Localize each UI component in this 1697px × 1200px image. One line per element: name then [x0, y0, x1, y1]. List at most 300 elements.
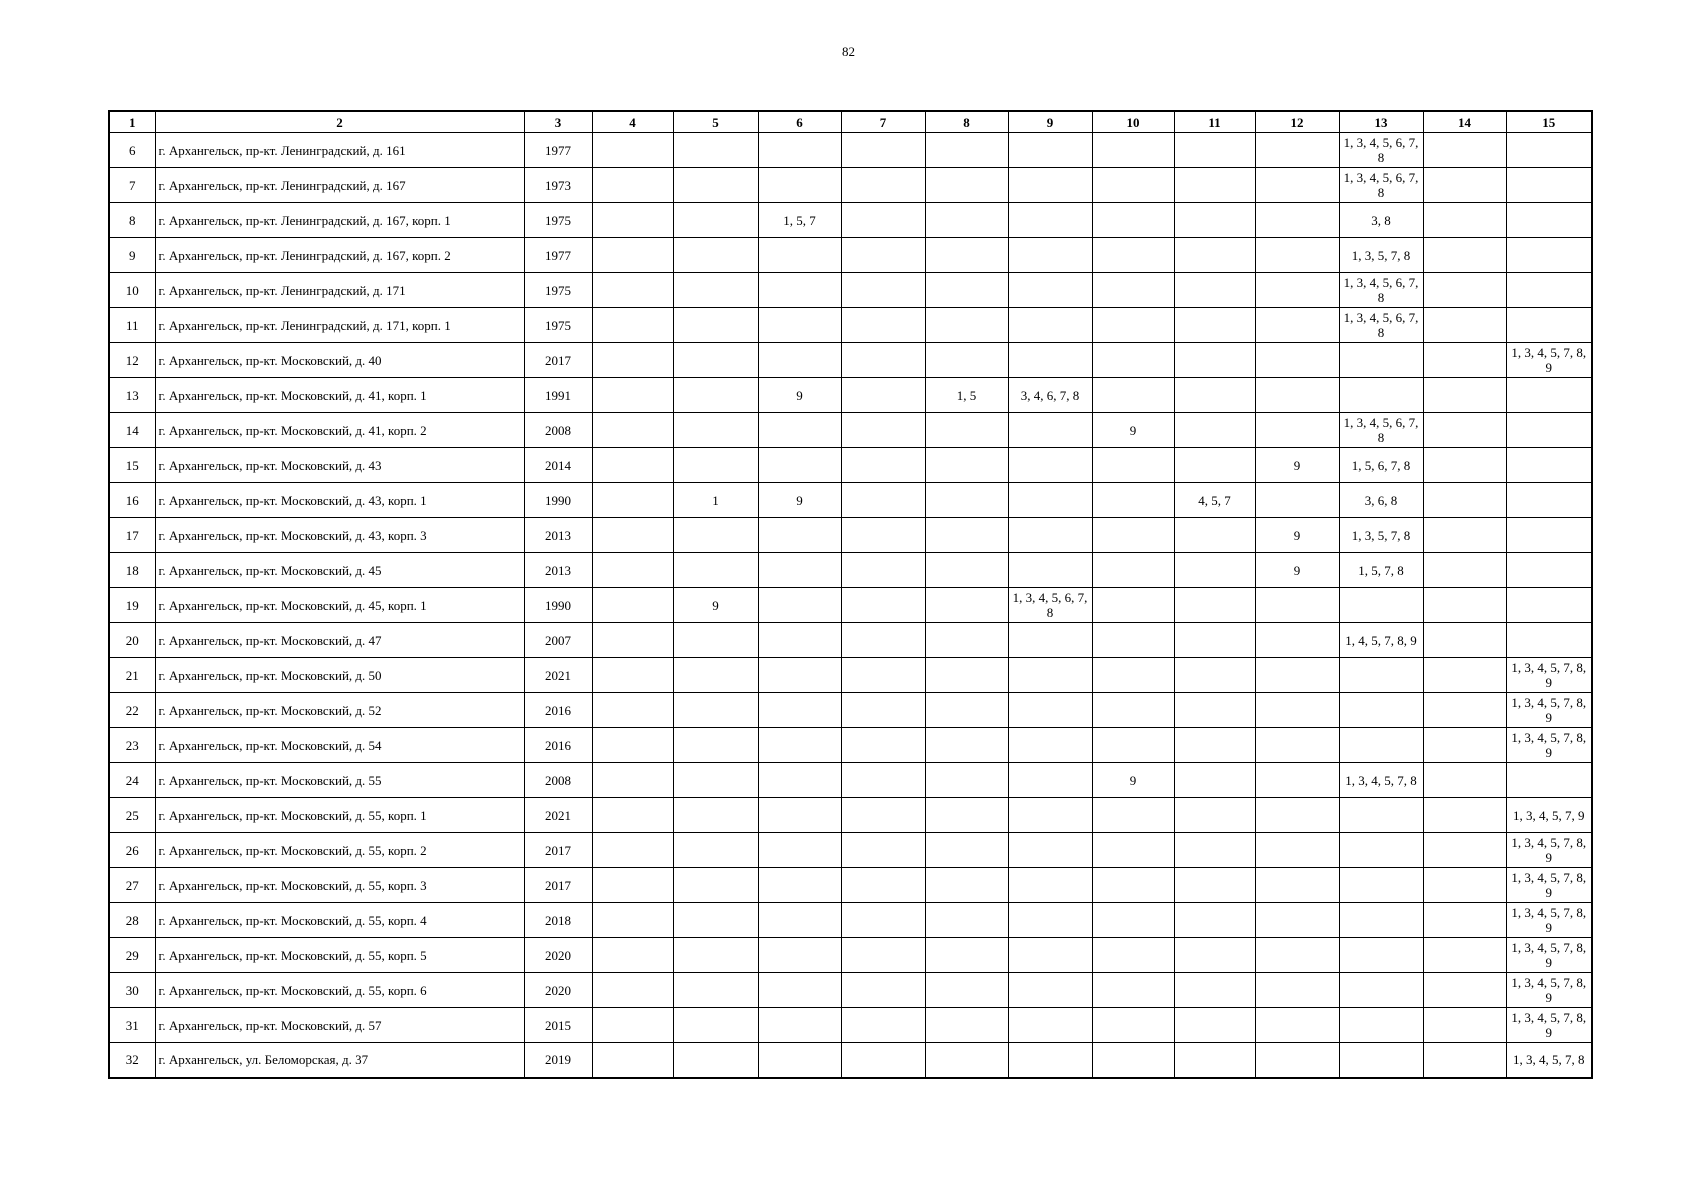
table-cell: [1174, 238, 1255, 273]
address-cell: г. Архангельск, пр-кт. Московский, д. 57: [155, 1008, 524, 1043]
address-cell: г. Архангельск, пр-кт. Московский, д. 43, корп. 3: [155, 518, 524, 553]
row-number-cell: 12: [109, 343, 155, 378]
row-number-cell: 30: [109, 973, 155, 1008]
table-row: [109, 973, 1592, 1008]
table-cell: [758, 728, 841, 763]
column-header: 15: [1506, 111, 1592, 133]
table-cell: [592, 938, 673, 973]
table-cell: [673, 623, 758, 658]
table-cell: [592, 413, 673, 448]
table-cell: [673, 413, 758, 448]
table-cell: 1, 3, 4, 5, 7, 8, 9: [1506, 343, 1592, 378]
address-cell: г. Архангельск, пр-кт. Московский, д. 55, корп. 4: [155, 903, 524, 938]
column-header: 8: [925, 111, 1008, 133]
table-row: [109, 483, 1592, 518]
table-cell: [1008, 833, 1092, 868]
table-row: [109, 273, 1592, 308]
table-cell: [1423, 938, 1506, 973]
address-cell: г. Архангельск, пр-кт. Московский, д. 55, корп. 5: [155, 938, 524, 973]
table-cell: [841, 378, 925, 413]
table-cell: [1506, 168, 1592, 203]
table-cell: [1255, 693, 1339, 728]
table-cell: [1506, 623, 1592, 658]
table-cell: [592, 168, 673, 203]
table-cell: [841, 938, 925, 973]
table-cell: [1506, 763, 1592, 798]
table-cell: [1506, 518, 1592, 553]
table-cell: [758, 833, 841, 868]
address-cell: г. Архангельск, пр-кт. Ленинградский, д. 171: [155, 273, 524, 308]
table-cell: [925, 833, 1008, 868]
table-cell: [925, 133, 1008, 168]
table-cell: [673, 728, 758, 763]
table-cell: [673, 133, 758, 168]
table-cell: [1092, 238, 1174, 273]
table-cell: [673, 903, 758, 938]
table-cell: [925, 763, 1008, 798]
table-row: [109, 868, 1592, 903]
table-cell: [592, 623, 673, 658]
column-header: 12: [1255, 111, 1339, 133]
table-cell: [925, 658, 1008, 693]
table-cell: [1506, 553, 1592, 588]
table-cell: 1, 3, 4, 5, 7, 8, 9: [1506, 868, 1592, 903]
address-cell: г. Архангельск, пр-кт. Ленинградский, д. 167: [155, 168, 524, 203]
table-cell: [758, 518, 841, 553]
table-cell: [1506, 273, 1592, 308]
row-number-cell: 28: [109, 903, 155, 938]
table-cell: [925, 448, 1008, 483]
year-cell: 2016: [524, 693, 592, 728]
address-cell: г. Архангельск, пр-кт. Московский, д. 55, корп. 6: [155, 973, 524, 1008]
table-cell: 1, 3, 4, 5, 7, 8, 9: [1506, 693, 1592, 728]
table-cell: [1008, 448, 1092, 483]
table-cell: [1092, 868, 1174, 903]
table-row: [109, 588, 1592, 623]
table-cell: [1174, 588, 1255, 623]
row-number-cell: 26: [109, 833, 155, 868]
table-cell: 1, 5, 7: [758, 203, 841, 238]
table-cell: [1008, 343, 1092, 378]
year-cell: 2018: [524, 903, 592, 938]
table-cell: [1008, 518, 1092, 553]
table-cell: [1008, 238, 1092, 273]
table-cell: [592, 1043, 673, 1078]
year-cell: 1977: [524, 133, 592, 168]
table-cell: 3, 8: [1339, 203, 1423, 238]
table-cell: [673, 448, 758, 483]
address-cell: г. Архангельск, ул. Беломорская, д. 37: [155, 1043, 524, 1078]
table-cell: [1092, 343, 1174, 378]
table-cell: [673, 308, 758, 343]
table-cell: [1255, 588, 1339, 623]
row-number-cell: 18: [109, 553, 155, 588]
year-cell: 2021: [524, 798, 592, 833]
table-row: [109, 448, 1592, 483]
row-number-cell: 22: [109, 693, 155, 728]
address-cell: г. Архангельск, пр-кт. Московский, д. 45: [155, 553, 524, 588]
table-cell: [841, 763, 925, 798]
column-header: 5: [673, 111, 758, 133]
table-cell: [1174, 168, 1255, 203]
table-cell: [1174, 763, 1255, 798]
page-number: 82: [842, 44, 855, 59]
address-cell: г. Архангельск, пр-кт. Московский, д. 47: [155, 623, 524, 658]
table-row: [109, 168, 1592, 203]
table-cell: [592, 273, 673, 308]
table-cell: [925, 238, 1008, 273]
table-cell: [1092, 623, 1174, 658]
year-cell: 2017: [524, 833, 592, 868]
table-cell: [841, 308, 925, 343]
table-cell: [673, 1008, 758, 1043]
table-cell: [1008, 798, 1092, 833]
table-cell: [1506, 448, 1592, 483]
table-cell: [1423, 378, 1506, 413]
table-cell: [1255, 833, 1339, 868]
table-cell: [841, 588, 925, 623]
table-cell: [1255, 903, 1339, 938]
table-cell: [841, 798, 925, 833]
table-cell: 9: [673, 588, 758, 623]
table-cell: [1174, 798, 1255, 833]
table-cell: [1174, 973, 1255, 1008]
table-cell: [1339, 1008, 1423, 1043]
table-cell: [673, 973, 758, 1008]
table-cell: [1423, 203, 1506, 238]
table-row: [109, 763, 1592, 798]
table-cell: [1339, 798, 1423, 833]
table-row: [109, 413, 1592, 448]
table-cell: [758, 973, 841, 1008]
table-cell: [1423, 448, 1506, 483]
table-cell: [1008, 903, 1092, 938]
table-cell: [1092, 168, 1174, 203]
table-cell: [1092, 938, 1174, 973]
table-cell: [1423, 973, 1506, 1008]
table-cell: [1008, 483, 1092, 518]
table-cell: [758, 448, 841, 483]
table-cell: [1092, 553, 1174, 588]
table-cell: [1008, 413, 1092, 448]
table-cell: [758, 798, 841, 833]
column-header: 13: [1339, 111, 1423, 133]
table-cell: [592, 588, 673, 623]
table-cell: [1423, 273, 1506, 308]
column-header: 11: [1174, 111, 1255, 133]
address-cell: г. Архангельск, пр-кт. Московский, д. 55, корп. 1: [155, 798, 524, 833]
table-cell: [1092, 203, 1174, 238]
table-cell: [1008, 133, 1092, 168]
row-number-cell: 6: [109, 133, 155, 168]
table-cell: [1339, 658, 1423, 693]
table-row: [109, 238, 1592, 273]
table-cell: [841, 728, 925, 763]
table-cell: 1, 3, 4, 5, 7, 8, 9: [1506, 973, 1592, 1008]
table-cell: 9: [1092, 413, 1174, 448]
year-cell: 2017: [524, 343, 592, 378]
address-cell: г. Архангельск, пр-кт. Московский, д. 41, корп. 2: [155, 413, 524, 448]
table-cell: [673, 763, 758, 798]
table-cell: [841, 168, 925, 203]
table-cell: [1092, 693, 1174, 728]
table-cell: 1, 3, 4, 5, 7, 8, 9: [1506, 938, 1592, 973]
table-cell: [1092, 133, 1174, 168]
year-cell: 2013: [524, 518, 592, 553]
table-cell: [1008, 553, 1092, 588]
table-cell: [1423, 728, 1506, 763]
table-cell: [1423, 833, 1506, 868]
table-cell: [925, 693, 1008, 728]
table-cell: [1092, 483, 1174, 518]
table-cell: [673, 343, 758, 378]
row-number-cell: 16: [109, 483, 155, 518]
table-cell: [1506, 483, 1592, 518]
table-cell: [1092, 903, 1174, 938]
table-cell: [592, 728, 673, 763]
table-cell: [1255, 728, 1339, 763]
table-row: [109, 623, 1592, 658]
table-cell: [1255, 798, 1339, 833]
table-cell: [1255, 238, 1339, 273]
table-cell: [841, 133, 925, 168]
table-row: [109, 553, 1592, 588]
table-cell: [673, 868, 758, 903]
table-cell: [592, 693, 673, 728]
table-cell: [1339, 938, 1423, 973]
column-header: 10: [1092, 111, 1174, 133]
table-cell: 1, 3, 4, 5, 7, 9: [1506, 798, 1592, 833]
table-cell: [1174, 553, 1255, 588]
table-cell: [841, 903, 925, 938]
table-cell: 1, 5: [925, 378, 1008, 413]
table-cell: [1423, 413, 1506, 448]
table-cell: [925, 203, 1008, 238]
table-cell: [925, 1043, 1008, 1078]
table-cell: [841, 658, 925, 693]
table-row: [109, 658, 1592, 693]
column-header: 6: [758, 111, 841, 133]
table-cell: [1255, 1008, 1339, 1043]
table-cell: 9: [1255, 553, 1339, 588]
table-cell: [841, 448, 925, 483]
year-cell: 1977: [524, 238, 592, 273]
table-row: [109, 378, 1592, 413]
table-cell: [1423, 308, 1506, 343]
column-header: 2: [155, 111, 524, 133]
table-cell: 1: [673, 483, 758, 518]
table-cell: [1506, 238, 1592, 273]
table-cell: [925, 973, 1008, 1008]
table-cell: [1339, 378, 1423, 413]
table-cell: [592, 238, 673, 273]
table-cell: [592, 448, 673, 483]
address-cell: г. Архангельск, пр-кт. Московский, д. 43, корп. 1: [155, 483, 524, 518]
table-cell: [841, 413, 925, 448]
table-cell: [841, 203, 925, 238]
column-header: 14: [1423, 111, 1506, 133]
row-number-cell: 21: [109, 658, 155, 693]
year-cell: 2021: [524, 658, 592, 693]
table-cell: [1339, 833, 1423, 868]
table-cell: [925, 1008, 1008, 1043]
table-cell: [1174, 1008, 1255, 1043]
table-cell: [1008, 693, 1092, 728]
year-cell: 2020: [524, 938, 592, 973]
row-number-cell: 10: [109, 273, 155, 308]
table-cell: [1008, 868, 1092, 903]
table-cell: [673, 938, 758, 973]
table-cell: 1, 5, 7, 8: [1339, 553, 1423, 588]
table-cell: 1, 3, 5, 7, 8: [1339, 238, 1423, 273]
table-cell: [673, 518, 758, 553]
column-header: 4: [592, 111, 673, 133]
table-cell: [1092, 833, 1174, 868]
table-cell: [841, 973, 925, 1008]
table-cell: 9: [1255, 518, 1339, 553]
table-cell: [592, 378, 673, 413]
table-cell: 9: [758, 378, 841, 413]
table-cell: [1008, 623, 1092, 658]
table-cell: 1, 4, 5, 7, 8, 9: [1339, 623, 1423, 658]
table-cell: [1255, 413, 1339, 448]
row-number-cell: 23: [109, 728, 155, 763]
year-cell: 2020: [524, 973, 592, 1008]
column-header: 1: [109, 111, 155, 133]
table-cell: [1423, 343, 1506, 378]
table-cell: [841, 273, 925, 308]
table-cell: [925, 728, 1008, 763]
table-cell: 1, 3, 4, 5, 7, 8: [1506, 1043, 1592, 1078]
table-cell: [1174, 273, 1255, 308]
table-row: [109, 1043, 1592, 1078]
table-cell: [1092, 658, 1174, 693]
table-cell: [1092, 588, 1174, 623]
table-cell: 1, 3, 4, 5, 7, 8, 9: [1506, 728, 1592, 763]
table-row: [109, 833, 1592, 868]
table-row: [109, 518, 1592, 553]
row-number-cell: 20: [109, 623, 155, 658]
table-cell: [1255, 973, 1339, 1008]
table-cell: [1255, 483, 1339, 518]
table-cell: [841, 868, 925, 903]
year-cell: 2013: [524, 553, 592, 588]
table-cell: [1174, 413, 1255, 448]
column-header: 9: [1008, 111, 1092, 133]
table-cell: [592, 833, 673, 868]
table-cell: [1506, 203, 1592, 238]
table-cell: [673, 553, 758, 588]
table-cell: [673, 798, 758, 833]
table-row: [109, 798, 1592, 833]
table-cell: 1, 5, 6, 7, 8: [1339, 448, 1423, 483]
table-cell: [758, 1043, 841, 1078]
table-cell: [758, 1008, 841, 1043]
year-cell: 1975: [524, 308, 592, 343]
year-cell: 1973: [524, 168, 592, 203]
table-cell: [673, 378, 758, 413]
table-cell: [1255, 623, 1339, 658]
table-cell: [1255, 133, 1339, 168]
table-cell: [1423, 588, 1506, 623]
table-cell: [673, 1043, 758, 1078]
table-cell: [1092, 1008, 1174, 1043]
table-cell: [1255, 1043, 1339, 1078]
table-cell: [1008, 658, 1092, 693]
address-cell: г. Архангельск, пр-кт. Ленинградский, д. 167, корп. 1: [155, 203, 524, 238]
table-cell: [758, 553, 841, 588]
year-cell: 2016: [524, 728, 592, 763]
table-cell: [673, 238, 758, 273]
address-cell: г. Архангельск, пр-кт. Московский, д. 45, корп. 1: [155, 588, 524, 623]
table-cell: [841, 1008, 925, 1043]
table-cell: [1174, 693, 1255, 728]
table-cell: [1506, 413, 1592, 448]
row-number-cell: 24: [109, 763, 155, 798]
table-cell: [1092, 273, 1174, 308]
column-header: 3: [524, 111, 592, 133]
table-cell: [1008, 168, 1092, 203]
table-cell: [1174, 623, 1255, 658]
table-cell: [592, 658, 673, 693]
table-body: [109, 133, 1592, 1078]
table-cell: 1, 3, 4, 5, 6, 7, 8: [1339, 308, 1423, 343]
table-cell: [841, 553, 925, 588]
table-cell: 1, 3, 4, 5, 6, 7, 8: [1339, 168, 1423, 203]
year-cell: 2007: [524, 623, 592, 658]
table-cell: [841, 833, 925, 868]
year-cell: 1990: [524, 588, 592, 623]
table-cell: [1174, 1043, 1255, 1078]
table-cell: [841, 343, 925, 378]
table-cell: [925, 938, 1008, 973]
year-cell: 2019: [524, 1043, 592, 1078]
table-cell: [1174, 658, 1255, 693]
table-cell: [925, 903, 1008, 938]
table-cell: [1008, 938, 1092, 973]
table-cell: [673, 273, 758, 308]
table-cell: [1423, 693, 1506, 728]
table-cell: [592, 973, 673, 1008]
table-cell: [673, 168, 758, 203]
table-cell: 4, 5, 7: [1174, 483, 1255, 518]
table-cell: [1339, 973, 1423, 1008]
table-cell: [673, 658, 758, 693]
table-cell: [1506, 378, 1592, 413]
table-cell: [1255, 868, 1339, 903]
table-cell: [1423, 553, 1506, 588]
row-number-cell: 27: [109, 868, 155, 903]
table-cell: [1255, 308, 1339, 343]
table-cell: [1423, 1043, 1506, 1078]
table-cell: [673, 203, 758, 238]
table-cell: [1255, 378, 1339, 413]
table-cell: [1255, 168, 1339, 203]
table-cell: [1423, 763, 1506, 798]
table-cell: [1008, 728, 1092, 763]
table-cell: [1174, 308, 1255, 343]
table-cell: [592, 203, 673, 238]
address-cell: г. Архангельск, пр-кт. Московский, д. 55, корп. 2: [155, 833, 524, 868]
year-cell: 2015: [524, 1008, 592, 1043]
table-cell: [841, 483, 925, 518]
row-number-cell: 31: [109, 1008, 155, 1043]
table-cell: [1008, 973, 1092, 1008]
table-cell: [841, 623, 925, 658]
table-cell: [1092, 728, 1174, 763]
table-cell: [592, 308, 673, 343]
table-cell: [1008, 273, 1092, 308]
